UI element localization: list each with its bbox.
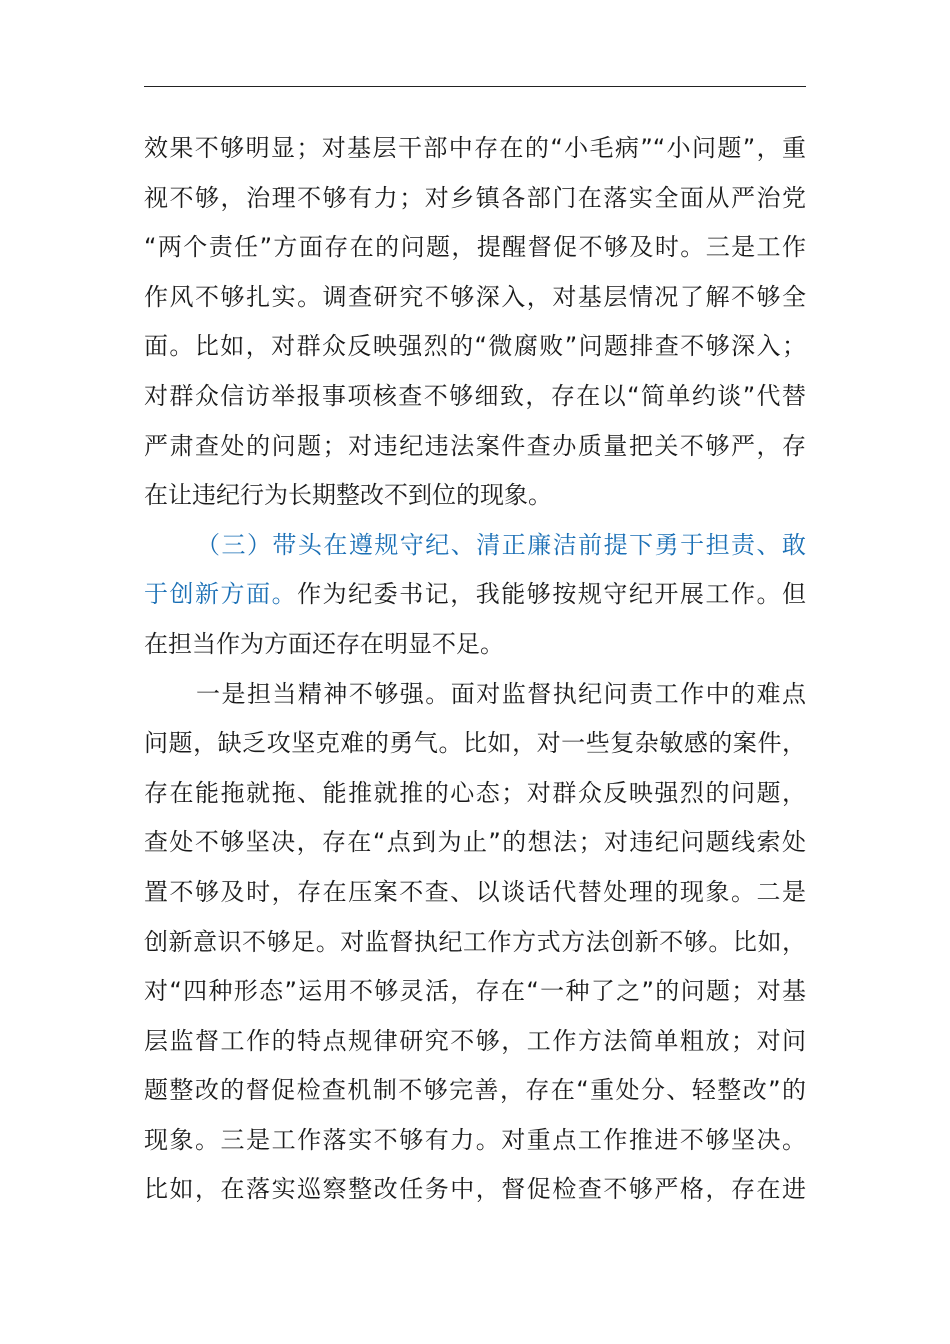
text-line: 现象。三是工作落实不够有力。对重点工作推进不够坚决。: [144, 1125, 806, 1154]
text-line: “两个责任”方面存在的问题，提醒督促不够及时。三是工作: [144, 233, 806, 262]
text-line: 置不够及时，存在压案不查、以谈话代替处理的现象。二是: [144, 877, 806, 906]
text-line: 对群众信访举报事项核查不够细致，存在以“简单约谈”代替: [144, 381, 806, 410]
text-line: 层监督工作的特点规律研究不够，工作方法简单粗放；对问: [144, 1026, 806, 1055]
text-line: 查处不够坚决，存在“点到为止”的想法；对违纪问题线索处: [144, 828, 806, 857]
section-heading-end: 于创新方面。: [144, 580, 298, 609]
text-line: 作风不够扎实。调查研究不够深入，对基层情况了解不够全: [144, 282, 806, 311]
header-rule: [144, 86, 806, 87]
text-line: 在担当作为方面还存在明显不足。: [144, 629, 504, 658]
text-line: 效果不够明显；对基层干部中存在的“小毛病”“小问题”，重: [144, 134, 806, 162]
section-heading-mixed-line: [144, 570, 806, 620]
text-line: 创新意识不够足。对监督执纪工作方式方法创新不够。比如，: [144, 927, 806, 956]
text-line: 在让违纪行为长期整改不到位的现象。: [144, 481, 552, 510]
text-line: 存在能拖就拖、能推就推的心态；对群众反映强烈的问题，: [144, 778, 806, 807]
paragraph-first-line: 一是担当精神不够强。面对监督执纪问责工作中的难点: [196, 679, 806, 708]
text-line: 面。比如，对群众反映强烈的“微腐败”问题排查不够深入；: [144, 332, 806, 361]
text-line: 比如，在落实巡察整改任务中，督促检查不够严格，存在进: [144, 1175, 806, 1204]
text-line: 题整改的督促检查机制不够完善，存在“重处分、轻整改”的: [144, 1076, 806, 1105]
section-body-text: 作为纪委书记，我能够按规守纪开展工作。但: [297, 580, 806, 609]
text-line: 严肃查处的问题；对违纪违法案件查办质量把关不够严，存: [144, 431, 806, 460]
text-line: 视不够，治理不够有力；对乡镇各部门在落实全面从严治党: [144, 183, 806, 212]
section-heading-line: （三）带头在遵规守纪、清正廉洁前提下勇于担责、敢: [196, 530, 806, 559]
body-text: [144, 124, 806, 1215]
text-line: 对“四种形态”运用不够灵活，存在“一种了之”的问题；对基: [144, 977, 806, 1006]
text-line: 问题，缺乏攻坚克难的勇气。比如，对一些复杂敏感的案件，: [144, 729, 806, 758]
